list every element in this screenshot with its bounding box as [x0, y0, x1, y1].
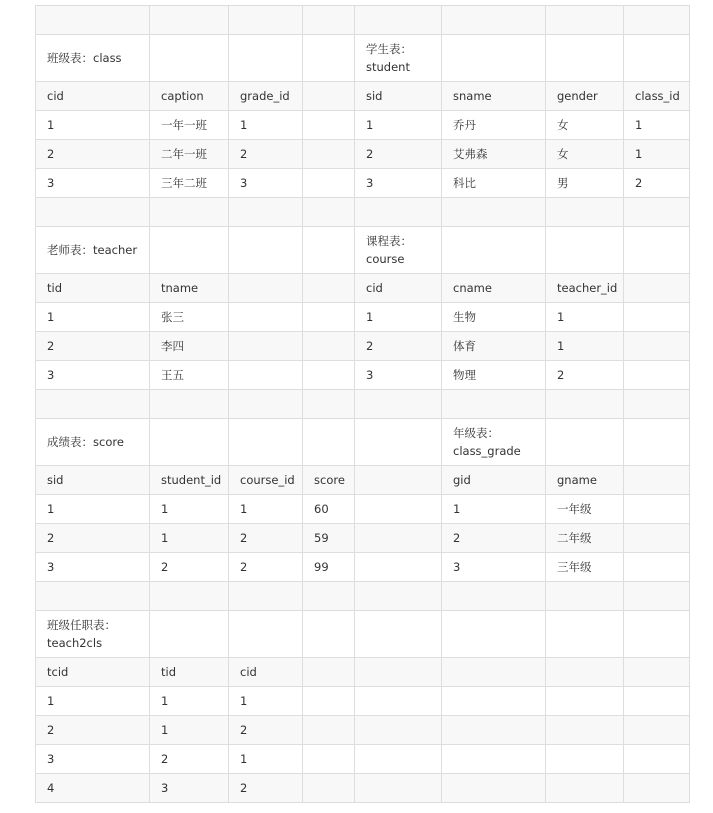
table-cell: 李四 — [150, 332, 229, 361]
table-cell: 班级表：class — [36, 35, 150, 82]
table-cell — [442, 611, 546, 658]
table-cell — [624, 582, 690, 611]
table-cell — [36, 582, 150, 611]
table-cell — [150, 390, 229, 419]
table-cell — [36, 390, 150, 419]
table-cell — [36, 198, 150, 227]
table-cell — [229, 419, 303, 466]
table-cell: 2 — [355, 332, 442, 361]
table-cell — [442, 390, 546, 419]
table-cell — [355, 419, 442, 466]
table-cell: teacher_id — [546, 274, 624, 303]
table-cell — [355, 658, 442, 687]
table-cell: 2 — [229, 140, 303, 169]
table-cell — [355, 611, 442, 658]
table-row — [36, 687, 690, 716]
table-cell: 男 — [546, 169, 624, 198]
table-cell — [355, 524, 442, 553]
table-row — [36, 553, 690, 582]
table-row — [36, 658, 690, 687]
table-cell: 3 — [355, 361, 442, 390]
table-row — [36, 774, 690, 803]
table-cell — [229, 390, 303, 419]
table-cell — [624, 198, 690, 227]
table-cell: 学生表：student — [355, 35, 442, 82]
table-row — [36, 611, 690, 658]
table-cell — [303, 198, 355, 227]
table-cell: 2 — [36, 716, 150, 745]
table-cell — [303, 611, 355, 658]
table-cell — [229, 303, 303, 332]
table-row — [36, 582, 690, 611]
table-cell — [624, 524, 690, 553]
table-cell — [546, 582, 624, 611]
table-cell: 1 — [229, 495, 303, 524]
table-cell: 2 — [36, 524, 150, 553]
table-cell — [303, 390, 355, 419]
table-cell: cid — [229, 658, 303, 687]
table-row — [36, 111, 690, 140]
table-row — [36, 140, 690, 169]
table-cell: caption — [150, 82, 229, 111]
table-cell — [355, 466, 442, 495]
table-cell: 2 — [229, 524, 303, 553]
table-cell: 三年级 — [546, 553, 624, 582]
table-cell — [303, 111, 355, 140]
table-cell: 艾弗森 — [442, 140, 546, 169]
table-cell — [624, 6, 690, 35]
table-cell: 1 — [355, 111, 442, 140]
table-cell: 1 — [442, 495, 546, 524]
table-cell — [303, 274, 355, 303]
table-cell: 三年二班 — [150, 169, 229, 198]
table-cell — [546, 198, 624, 227]
table-cell — [624, 303, 690, 332]
table-cell: sid — [355, 82, 442, 111]
table-cell: 一年级 — [546, 495, 624, 524]
table-cell: 3 — [442, 553, 546, 582]
table-cell: 课程表：course — [355, 227, 442, 274]
table-cell — [229, 227, 303, 274]
table-cell — [303, 419, 355, 466]
table-cell — [442, 35, 546, 82]
table-cell — [303, 332, 355, 361]
table-cell — [303, 82, 355, 111]
table-cell — [442, 774, 546, 803]
table-cell — [303, 361, 355, 390]
table-cell — [355, 687, 442, 716]
table-cell — [624, 35, 690, 82]
table-cell: 一年一班 — [150, 111, 229, 140]
table-cell: student_id — [150, 466, 229, 495]
table-row — [36, 745, 690, 774]
table-cell: 老师表：teacher — [36, 227, 150, 274]
table-cell — [442, 716, 546, 745]
table-cell: 女 — [546, 140, 624, 169]
table-cell: 1 — [624, 140, 690, 169]
table-row — [36, 303, 690, 332]
table-cell — [442, 582, 546, 611]
schema-table — [35, 5, 690, 803]
table-cell — [624, 716, 690, 745]
table-cell: sname — [442, 82, 546, 111]
table-cell — [150, 6, 229, 35]
table-cell — [624, 745, 690, 774]
table-cell — [36, 6, 150, 35]
table-cell — [546, 658, 624, 687]
table-cell — [229, 198, 303, 227]
table-cell: tcid — [36, 658, 150, 687]
table-cell: 3 — [36, 361, 150, 390]
table-cell — [546, 774, 624, 803]
table-cell: 张三 — [150, 303, 229, 332]
table-cell: 1 — [150, 495, 229, 524]
table-cell — [355, 198, 442, 227]
table-cell — [303, 303, 355, 332]
table-cell — [150, 227, 229, 274]
table-cell: 99 — [303, 553, 355, 582]
table-cell — [546, 611, 624, 658]
table-row — [36, 495, 690, 524]
table-cell: 1 — [150, 524, 229, 553]
table-cell — [624, 466, 690, 495]
table-row — [36, 198, 690, 227]
table-row — [36, 274, 690, 303]
table-cell: 年级表：class_grade — [442, 419, 546, 466]
table-cell: 1 — [229, 111, 303, 140]
table-cell — [150, 419, 229, 466]
table-cell: 2 — [546, 361, 624, 390]
table-cell — [355, 716, 442, 745]
table-cell — [303, 658, 355, 687]
table-cell: 2 — [229, 553, 303, 582]
table-cell — [546, 6, 624, 35]
table-cell: 3 — [36, 745, 150, 774]
table-cell — [229, 6, 303, 35]
table-cell — [624, 611, 690, 658]
table-cell: 乔丹 — [442, 111, 546, 140]
table-cell — [442, 227, 546, 274]
table-cell: 1 — [229, 687, 303, 716]
table-cell: 1 — [150, 716, 229, 745]
table-cell: 59 — [303, 524, 355, 553]
table-cell — [303, 227, 355, 274]
table-cell — [624, 774, 690, 803]
table-row — [36, 390, 690, 419]
table-cell: 2 — [150, 553, 229, 582]
table-cell — [624, 390, 690, 419]
table-cell: 2 — [229, 774, 303, 803]
table-cell — [355, 6, 442, 35]
table-cell — [355, 745, 442, 774]
table-cell: 2 — [150, 745, 229, 774]
table-cell — [624, 419, 690, 466]
table-row — [36, 35, 690, 82]
table-cell — [546, 745, 624, 774]
table-cell: 1 — [36, 303, 150, 332]
table-cell: sid — [36, 466, 150, 495]
table-cell — [442, 658, 546, 687]
table-cell — [624, 553, 690, 582]
table-cell — [229, 35, 303, 82]
table-cell: 1 — [36, 495, 150, 524]
table-cell — [624, 332, 690, 361]
table-cell: tid — [36, 274, 150, 303]
table-cell: 3 — [229, 169, 303, 198]
table-cell: cid — [36, 82, 150, 111]
table-cell: score — [303, 466, 355, 495]
table-cell — [624, 687, 690, 716]
table-cell — [229, 274, 303, 303]
table-cell — [229, 611, 303, 658]
table-cell — [303, 140, 355, 169]
table-cell: 3 — [36, 553, 150, 582]
table-cell: 1 — [546, 332, 624, 361]
table-row — [36, 227, 690, 274]
table-cell: course_id — [229, 466, 303, 495]
table-cell — [355, 774, 442, 803]
table-cell — [546, 390, 624, 419]
table-cell — [546, 35, 624, 82]
table-row — [36, 361, 690, 390]
table-cell: 1 — [229, 745, 303, 774]
table-cell — [150, 35, 229, 82]
table-cell — [229, 582, 303, 611]
table-cell: 4 — [36, 774, 150, 803]
table-cell: 2 — [355, 140, 442, 169]
table-cell — [442, 198, 546, 227]
table-cell: gid — [442, 466, 546, 495]
table-cell — [150, 611, 229, 658]
table-row — [36, 716, 690, 745]
table-cell — [546, 716, 624, 745]
table-cell — [624, 274, 690, 303]
table-cell — [546, 419, 624, 466]
table-cell: 物理 — [442, 361, 546, 390]
table-cell: 成绩表：score — [36, 419, 150, 466]
table-cell: 60 — [303, 495, 355, 524]
table-cell — [229, 332, 303, 361]
table-cell: 2 — [229, 716, 303, 745]
table-cell: 体育 — [442, 332, 546, 361]
table-cell: tname — [150, 274, 229, 303]
table-cell: cname — [442, 274, 546, 303]
table-cell — [442, 745, 546, 774]
table-cell: 2 — [624, 169, 690, 198]
table-cell: 1 — [150, 687, 229, 716]
table-cell — [442, 687, 546, 716]
table-cell — [546, 227, 624, 274]
table-cell: 2 — [36, 140, 150, 169]
table-cell — [303, 774, 355, 803]
table-cell: gender — [546, 82, 624, 111]
table-cell: 1 — [624, 111, 690, 140]
table-cell — [229, 361, 303, 390]
table-cell: cid — [355, 274, 442, 303]
table-cell — [442, 6, 546, 35]
table-cell: 二年级 — [546, 524, 624, 553]
table-row — [36, 82, 690, 111]
table-cell: 科比 — [442, 169, 546, 198]
table-cell — [624, 658, 690, 687]
table-cell: 1 — [355, 303, 442, 332]
table-row — [36, 466, 690, 495]
table-cell — [355, 582, 442, 611]
table-cell — [303, 582, 355, 611]
table-cell: grade_id — [229, 82, 303, 111]
table-cell — [303, 687, 355, 716]
table-row — [36, 6, 690, 35]
table-cell: 二年一班 — [150, 140, 229, 169]
table-cell — [150, 582, 229, 611]
table-cell — [624, 361, 690, 390]
table-cell — [150, 198, 229, 227]
table-cell — [303, 169, 355, 198]
table-cell: 1 — [546, 303, 624, 332]
table-cell: 3 — [150, 774, 229, 803]
schema-table-body — [36, 6, 690, 803]
table-cell: gname — [546, 466, 624, 495]
table-cell: 1 — [36, 111, 150, 140]
table-cell: 女 — [546, 111, 624, 140]
table-cell: 王五 — [150, 361, 229, 390]
table-cell — [546, 687, 624, 716]
table-cell: 3 — [355, 169, 442, 198]
table-cell — [303, 745, 355, 774]
table-row — [36, 332, 690, 361]
table-cell: 生物 — [442, 303, 546, 332]
table-row — [36, 169, 690, 198]
table-cell — [303, 35, 355, 82]
table-cell: 班级任职表：teach2cls — [36, 611, 150, 658]
table-cell: tid — [150, 658, 229, 687]
table-cell — [355, 390, 442, 419]
table-cell — [303, 716, 355, 745]
table-row — [36, 419, 690, 466]
table-cell: 2 — [36, 332, 150, 361]
table-cell — [624, 495, 690, 524]
table-cell — [355, 495, 442, 524]
table-cell — [624, 227, 690, 274]
table-cell: 3 — [36, 169, 150, 198]
table-cell: 1 — [36, 687, 150, 716]
table-cell — [303, 6, 355, 35]
table-cell: 2 — [442, 524, 546, 553]
table-cell: class_id — [624, 82, 690, 111]
table-row — [36, 524, 690, 553]
table-cell — [355, 553, 442, 582]
